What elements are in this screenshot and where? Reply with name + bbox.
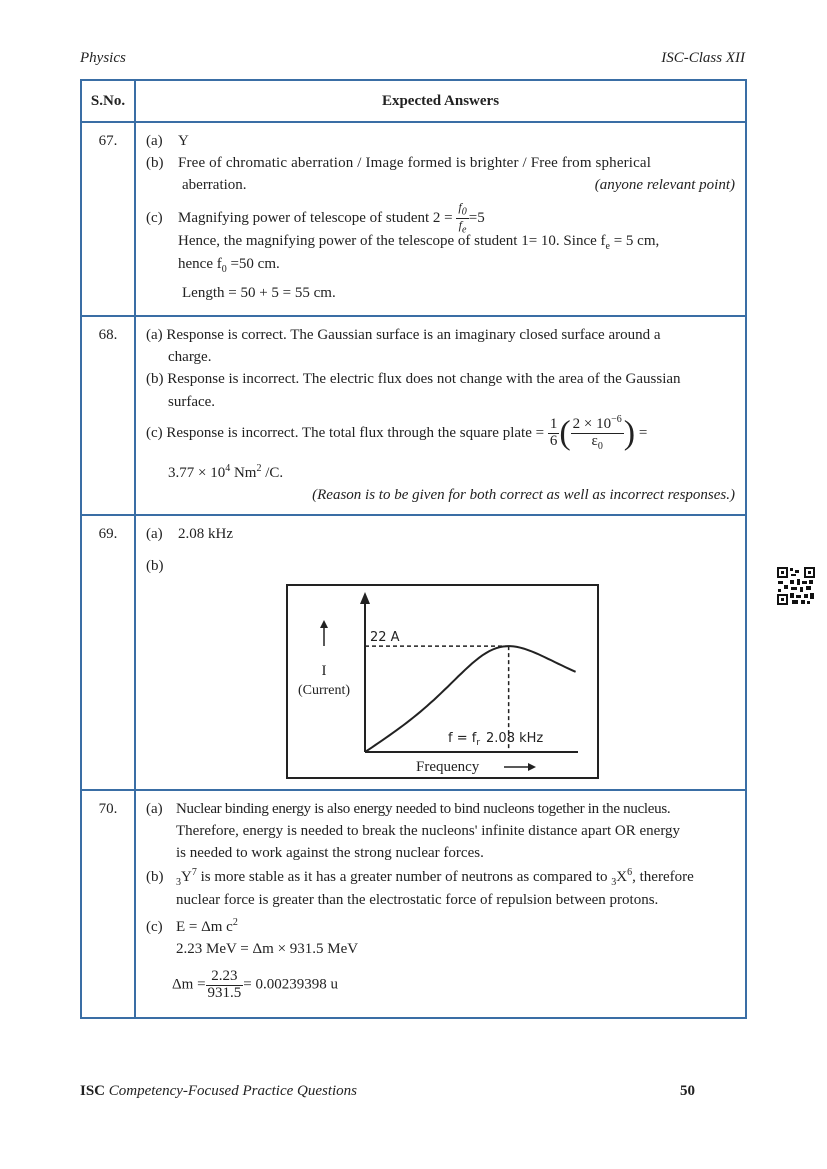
table-row-70	[81, 790, 746, 1018]
sno-70: 70.	[98, 801, 118, 817]
q69-a-text: 2.08 kHz	[178, 526, 233, 542]
q70-b-line2: nuclear force is greater than the electrostatic force of repulsion between protons.	[176, 892, 659, 908]
q70-b: (b) $_3Y^7$ is more stable as it has a greater number of neutrons as compared to $_3X^6$, therefore	[146, 867, 694, 888]
q67-c	[146, 201, 485, 236]
q67-c-line4: Length = 50 + 5 = 55 cm.	[182, 285, 336, 301]
q68-frac-one-sixth: $\frac{1}{6}$	[549, 416, 558, 450]
q70-a-line3: is needed to work against the strong nuclear forces.	[176, 845, 484, 861]
q67-c-result: =5	[468, 209, 485, 226]
q69-b-label: (b)	[146, 558, 164, 574]
sno-69: 69.	[98, 526, 118, 542]
q67-c-line2: Hence, the magnifying power of the telescope of student 1= 10. Since $f_e = 5$ cm,	[178, 233, 660, 252]
q67-b-note: (anyone relevant point)	[594, 177, 735, 193]
col-sno-header: S.No.	[81, 80, 135, 122]
table-row-67	[81, 122, 746, 316]
q68-frac-inner: $\frac{2 \times 10^{-6}}{\varepsilon_0}$	[572, 414, 622, 452]
sno-cell	[81, 122, 135, 316]
footer-title-text: Competency-Focused Practice Questions	[108, 1083, 358, 1099]
q67-b-text: Free of chromatic aberration / Image formed is brighter / Free from spherical	[178, 155, 652, 171]
q70-c: (c) E = Δm $c^2$	[146, 917, 238, 935]
sno-cell	[81, 316, 135, 515]
q67-fraction: $\frac{f_0}{f_e}$	[458, 200, 467, 236]
q67-a	[146, 133, 189, 150]
q70-a	[146, 801, 670, 818]
answer-cell-67	[135, 122, 746, 316]
answers-table	[80, 79, 747, 1019]
qr-code-icon	[776, 566, 816, 606]
table-row-69	[81, 515, 746, 790]
q68-equals: =	[638, 425, 648, 442]
col-answers-header: Expected Answers	[135, 80, 746, 122]
header-class: ISC-Class XII	[661, 50, 745, 66]
footer-brand: ISC	[80, 1083, 106, 1099]
q69-a	[146, 526, 233, 543]
q68-note: (Reason is to be given for both correct as well as incorrect responses.)	[312, 487, 735, 503]
sno-68: 68.	[98, 327, 118, 343]
label-b: (b)	[146, 155, 164, 171]
x-label-frequency: Frequency	[416, 759, 480, 775]
y-label-current: (Current)	[297, 683, 351, 698]
q68-b-line2: surface.	[168, 394, 216, 410]
footer-title	[80, 1083, 357, 1100]
label-a: (a)	[146, 801, 163, 817]
q70-lhs: Δm =	[172, 976, 206, 993]
resonance-label: $f = f_r$ 2.08 kHz	[448, 731, 544, 748]
sno-67: 67.	[98, 133, 118, 149]
q68-a-line2: charge.	[168, 349, 212, 365]
q67-c-line3: hence $f_0 =50$ cm.	[178, 256, 280, 275]
table-header-row	[81, 80, 746, 122]
header-subject: Physics	[80, 50, 126, 66]
q68-c-result: $3.77 \times 10^4$ Nm$^2$ /C.	[168, 463, 284, 481]
q70-c-line2: 2.23 MeV = Δm × 931.5 MeV	[176, 941, 359, 957]
sno-cell	[81, 790, 135, 1018]
peak-current-label: 22 A	[370, 630, 400, 645]
q67-c-text: Magnifying power of telescope of student 2 =	[178, 209, 453, 226]
q68-c-text: (c) Response is incorrect. The total flux through the square plate =	[146, 425, 545, 442]
label-c: (c)	[146, 209, 163, 226]
label-b: (b)	[146, 869, 164, 885]
label-a: (a)	[146, 133, 163, 149]
q70-c-line3	[172, 969, 338, 1002]
q67-b	[146, 155, 792, 172]
q67-a-text: Y	[178, 133, 189, 149]
q70-a-line1: Nuclear binding energy is also energy needed to bind nucleons together in the nucleus.	[176, 801, 671, 817]
q68-a-line1: (a) Response is correct. The Gaussian surface is an imaginary closed surface around a	[146, 327, 661, 343]
chart-frame	[287, 585, 598, 778]
resonance-curve-chart	[286, 584, 599, 779]
table-row-68	[81, 316, 746, 515]
y-label-i: I	[321, 663, 327, 679]
q70-a-line2: Therefore, energy is needed to break the nucleons' infinite distance apart OR energy	[176, 823, 681, 839]
answer-cell-68	[135, 316, 746, 515]
label-c: (c)	[146, 919, 163, 935]
q70-fraction: $\frac{2.23}{931.5}$	[207, 968, 242, 1001]
q68-c: (c) Response is incorrect. The total flux through the square plate = $\frac{1}{6}$ ( $\frac{2 \times 10^{-6}}{\varepsilon_0}$ ) =	[146, 414, 648, 452]
q67-b-text2: aberration.	[182, 177, 247, 193]
answer-cell-69	[135, 515, 746, 790]
q68-b-line1: (b) Response is incorrect. The electric flux does not change with the area of the Gaussian	[146, 371, 681, 387]
sno-cell	[81, 515, 135, 790]
q70-rhs: = 0.00239398 u	[243, 976, 338, 993]
label-a: (a)	[146, 526, 163, 542]
page-number: 50	[680, 1083, 695, 1099]
answer-cell-70	[135, 790, 746, 1018]
